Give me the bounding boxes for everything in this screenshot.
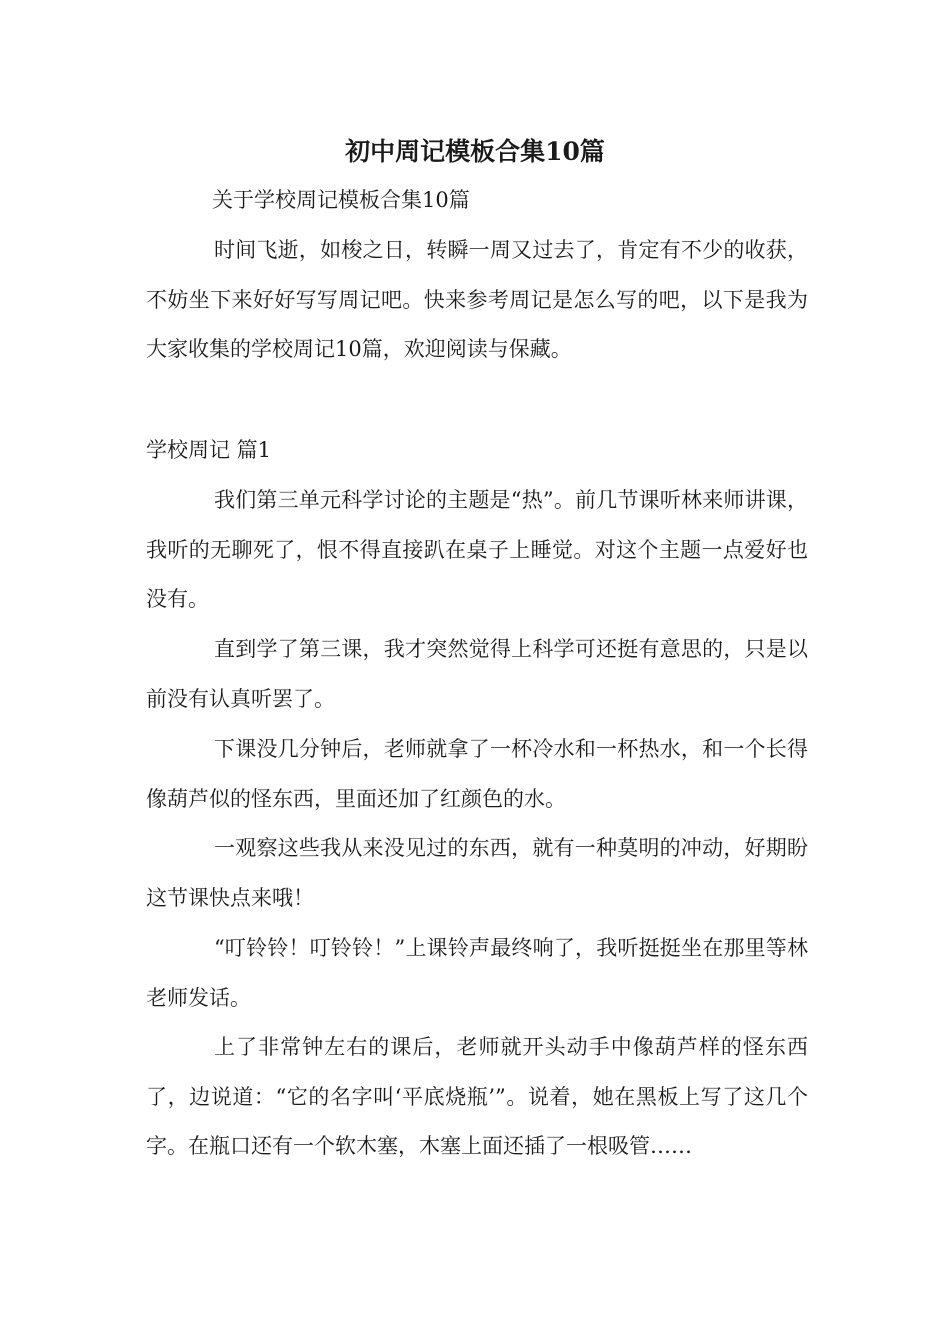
paragraph-6: 上了非常钟左右的课后，老师就开头动手中像葫芦样的怪东西了，边说道：“它的名字叫‘平底烧瓶’”。说着，她在黑板上写了这几个字。在瓶口还有一个软木塞，木塞上面还插了一根吸管…… xyxy=(146,1035,808,1159)
paragraph-3: 下课没几分钟后，老师就拿了一杯冷水和一杯热水，和一个长得像葫芦似的怪东西，里面还加了红颜色的水。 xyxy=(146,737,808,811)
document-subtitle: 关于学校周记模板合集10篇 xyxy=(212,188,470,212)
paragraph-5: “叮铃铃！叮铃铃！”上课铃声最终响了，我听挺挺坐在那里等林老师发话。 xyxy=(146,936,808,1010)
paragraph-4: 一观察这些我从来没见过的东西，就有一种莫明的冲动，好期盼这节课快点来哦！ xyxy=(146,836,808,910)
paragraph-2: 直到学了第三课，我才突然觉得上科学可还挺有意思的，只是以前没有认真听罢了。 xyxy=(146,637,808,711)
paragraph-1: 我们第三单元科学讨论的主题是“热”。前几节课听林来师讲课，我听的无聊死了，恨不得直接趴在桌子上睡觉。对这个主题一点爱好也没有。 xyxy=(146,488,808,612)
intro-paragraph: 时间飞逝，如梭之日，转瞬一周又过去了，肯定有不少的收获，不妨坐下来好好写写周记吧。快来参考周记是怎么写的吧，以下是我为大家收集的学校周记10篇，欢迎阅读与保藏。 xyxy=(146,238,808,362)
section-heading: 学校周记 篇1 xyxy=(146,438,272,462)
document-title: 初中周记模板合集10篇 xyxy=(345,137,605,166)
